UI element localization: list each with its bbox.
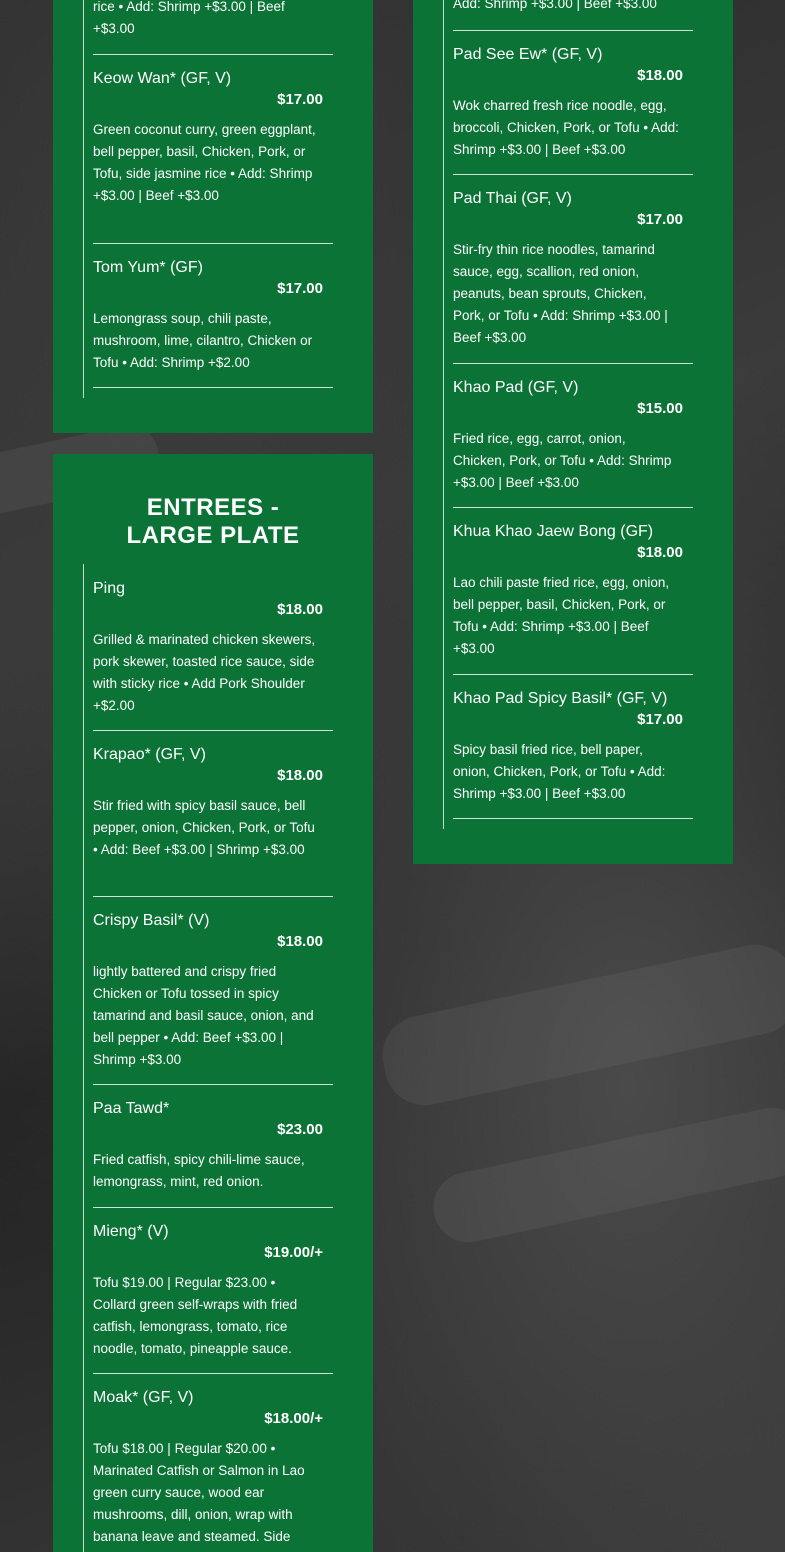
menu-item-price: $18.00 bbox=[277, 601, 323, 618]
item-divider bbox=[93, 896, 333, 897]
menu-item-description: lightly battered and crispy fried Chicken or Tofu tossed in spicy tamarind and basil sauce, onion, and bell pepper • Add: Beef +$3.00 | Shrimp +$3.00 bbox=[93, 964, 314, 1067]
menu-item-description: Stir-fry thin rice noodles, tamarind sauce, egg, scallion, red onion, peanuts, bean sprouts, Chicken, Pork, or Tofu • Add: Shrimp +$3.00 | Beef +$3.00 bbox=[453, 242, 668, 345]
menu-item-name: Mieng* (V) bbox=[93, 1223, 169, 1240]
menu-item-price: $18.00 bbox=[637, 67, 683, 84]
panel-divider bbox=[443, 0, 444, 829]
menu-item-description: Fried rice, egg, carrot, onion, Chicken, Pork, or Tofu • Add: Shrimp +$3.00 | Beef +$3.00 bbox=[453, 431, 672, 490]
item-divider bbox=[93, 1084, 333, 1085]
menu-item-description: rice • Add: Shrimp +$3.00 | Beef +$3.00 bbox=[93, 0, 285, 36]
menu-item bbox=[453, 523, 693, 660]
menu-item-price: $18.00/+ bbox=[264, 1410, 323, 1427]
menu-item bbox=[93, 912, 333, 1071]
menu-item-name: Khao Pad (GF, V) bbox=[453, 379, 579, 396]
menu-panel-entrees bbox=[53, 454, 373, 1552]
menu-item-price: $18.00 bbox=[277, 933, 323, 950]
menu-item bbox=[93, 70, 333, 207]
menu-item-name: Krapao* (GF, V) bbox=[93, 746, 206, 763]
menu-item-name: Paa Tawd* bbox=[93, 1100, 170, 1117]
menu-item-name: Khua Khao Jaew Bong (GF) bbox=[453, 523, 654, 540]
item-divider bbox=[453, 30, 693, 31]
menu-item bbox=[93, 746, 333, 861]
menu-item-price: $18.00 bbox=[277, 767, 323, 784]
menu-panel-right bbox=[413, 0, 733, 864]
menu-item-price: $17.00 bbox=[277, 280, 323, 297]
menu-item-price: $19.00/+ bbox=[264, 1244, 323, 1261]
panel-divider bbox=[83, 564, 84, 1552]
menu-item-name: Khao Pad Spicy Basil* (GF, V) bbox=[453, 690, 668, 707]
menu-panel-left-top bbox=[53, 0, 373, 433]
menu-item-name: Tom Yum* (GF) bbox=[93, 259, 203, 276]
menu-item-description: Fried catfish, spicy chili-lime sauce, lemongrass, mint, red onion. bbox=[93, 1152, 305, 1189]
item-divider bbox=[93, 1373, 333, 1374]
menu-item bbox=[93, 580, 333, 717]
menu-item-description: Wok charred fresh rice noodle, egg, broccoli, Chicken, Pork, or Tofu • Add: Shrimp +$3.00 | Beef +$3.00 bbox=[453, 98, 679, 157]
item-divider bbox=[93, 730, 333, 731]
menu-item-name: Pad See Ew* (GF, V) bbox=[453, 46, 603, 63]
menu-item-name: Keow Wan* (GF, V) bbox=[93, 70, 232, 87]
menu-item-description: Stir fried with spicy basil sauce, bell pepper, onion, Chicken, Pork, or Tofu • Add: Beef +$3.00 | Shrimp +$3.00 bbox=[93, 798, 315, 857]
menu-item-description: Spicy basil fried rice, bell paper, onion, Chicken, Pork, or Tofu • Add: Shrimp +$3.00 | Beef +$3.00 bbox=[453, 742, 666, 801]
panel-divider bbox=[83, 0, 84, 398]
background-texture bbox=[375, 937, 785, 1112]
menu-item-partial bbox=[93, 0, 333, 40]
menu-item-description: Tofu $18.00 | Regular $20.00 • Marinated Catfish or Salmon in Lao green curry sauce, wood ear mushrooms, dill, onion, wrap with banana leave and steamed. Side bbox=[93, 1441, 305, 1544]
item-divider bbox=[93, 1207, 333, 1208]
menu-item-name: Ping bbox=[93, 580, 126, 597]
menu-item-name: Crispy Basil* (V) bbox=[93, 912, 210, 929]
menu-item-description: Grilled & marinated chicken skewers, pork skewer, toasted rice sauce, side with sticky rice • Add Pork Shoulder +$2.00 bbox=[93, 632, 316, 713]
menu-item-description: Add: Shrimp +$3.00 | Beef +$3.00 bbox=[453, 0, 657, 11]
menu-item bbox=[453, 46, 693, 161]
menu-item-description: Green coconut curry, green eggplant, bell pepper, basil, Chicken, Pork, or Tofu, side jasmine rice • Add: Shrimp +$3.00 | Beef +$3.00 bbox=[93, 122, 316, 203]
item-divider bbox=[93, 243, 333, 244]
menu-item bbox=[93, 259, 333, 374]
menu-item bbox=[453, 190, 693, 349]
item-divider bbox=[453, 363, 693, 364]
menu-item-partial bbox=[453, 0, 693, 15]
menu-item-name: Moak* (GF, V) bbox=[93, 1389, 194, 1406]
menu-item-description: Lao chili paste fried rice, egg, onion, bell pepper, basil, Chicken, Pork, or Tofu • Add: Shrimp +$3.00 | Beef +$3.00 bbox=[453, 575, 670, 656]
menu-item bbox=[93, 1100, 333, 1193]
item-divider bbox=[453, 507, 693, 508]
menu-item-price: $17.00 bbox=[277, 91, 323, 108]
menu-item bbox=[93, 1389, 333, 1548]
menu-item-description: Tofu $19.00 | Regular $23.00 • Collard green self-wraps with fried catfish, lemongrass, tomato, rice noodle, tomato, pineapple sauce. bbox=[93, 1275, 298, 1356]
background-texture bbox=[427, 1101, 785, 1248]
section-title: ENTREES - LARGE PLATE bbox=[126, 494, 300, 549]
item-divider bbox=[453, 818, 693, 819]
item-divider bbox=[93, 54, 333, 55]
menu-item-description: Lemongrass soup, chili paste, mushroom, lime, cilantro, Chicken or Tofu • Add: Shrimp +$2.00 bbox=[93, 311, 313, 370]
menu-item-price: $18.00 bbox=[637, 544, 683, 561]
menu-item bbox=[453, 379, 693, 494]
menu-item-price: $17.00 bbox=[637, 711, 683, 728]
menu-item bbox=[93, 1223, 333, 1360]
item-divider bbox=[453, 174, 693, 175]
menu-item-price: $17.00 bbox=[637, 211, 683, 228]
menu-item-name: Pad Thai (GF, V) bbox=[453, 190, 572, 207]
item-divider bbox=[453, 674, 693, 675]
item-divider bbox=[93, 387, 333, 388]
menu-item-price: $23.00 bbox=[277, 1121, 323, 1138]
menu-item-price: $15.00 bbox=[637, 400, 683, 417]
menu-item bbox=[453, 690, 693, 805]
